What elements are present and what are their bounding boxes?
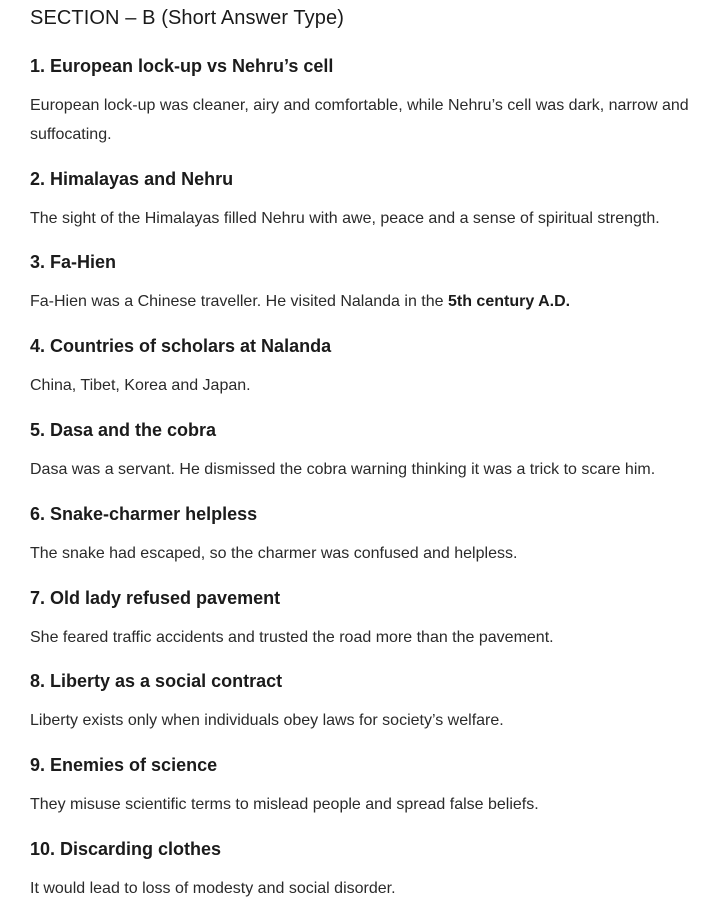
question-item bbox=[30, 837, 692, 903]
question-heading: 2. Himalayas and Nehru bbox=[30, 169, 234, 189]
question-answer: European lock-up was cleaner, airy and comfortable, while Nehru’s cell was dark, narrow and suffocating. bbox=[30, 97, 689, 143]
question-answer: Liberty exists only when individuals obey laws for society’s welfare. bbox=[30, 712, 504, 729]
question-heading: 3. Fa-Hien bbox=[30, 252, 117, 272]
question-answer bbox=[30, 287, 692, 316]
question-heading: 4. Countries of scholars at Nalanda bbox=[30, 336, 332, 356]
question-answer: The sight of the Himalayas filled Nehru with awe, peace and a sense of spiritual strength. bbox=[30, 210, 660, 227]
question-heading: 8. Liberty as a social contract bbox=[30, 671, 283, 691]
question-heading: 6. Snake-charmer helpless bbox=[30, 504, 258, 524]
question-item bbox=[30, 753, 692, 819]
question-item bbox=[30, 586, 692, 652]
question-answer: They misuse scientific terms to mislead people and spread false beliefs. bbox=[30, 796, 539, 813]
question-item bbox=[30, 250, 692, 316]
answer-emphasis: 5th century A.D. bbox=[447, 293, 571, 310]
answer-text: Fa-Hien was a Chinese traveller. He visited Nalanda in the bbox=[30, 293, 448, 310]
question-heading: 7. Old lady refused pavement bbox=[30, 588, 281, 608]
question-answer: China, Tibet, Korea and Japan. bbox=[30, 377, 251, 394]
section-title: SECTION – B (Short Answer Type) bbox=[30, 7, 344, 29]
question-item bbox=[30, 167, 692, 233]
question-answer: Dasa was a servant. He dismissed the cobra warning thinking it was a trick to scare him. bbox=[30, 461, 656, 478]
question-item bbox=[30, 502, 692, 568]
question-heading: 1. European lock-up vs Nehru’s cell bbox=[30, 56, 334, 76]
question-heading: 10. Discarding clothes bbox=[30, 839, 222, 859]
question-heading: 5. Dasa and the cobra bbox=[30, 420, 217, 440]
question-answer: The snake had escaped, so the charmer was confused and helpless. bbox=[30, 545, 518, 562]
question-item bbox=[30, 418, 692, 484]
question-answer: She feared traffic accidents and trusted the road more than the pavement. bbox=[30, 629, 554, 646]
question-item bbox=[30, 54, 692, 149]
question-heading: 9. Enemies of science bbox=[30, 755, 218, 775]
question-answer: It would lead to loss of modesty and social disorder. bbox=[30, 880, 396, 897]
question-item bbox=[30, 669, 692, 735]
question-item bbox=[30, 334, 692, 400]
